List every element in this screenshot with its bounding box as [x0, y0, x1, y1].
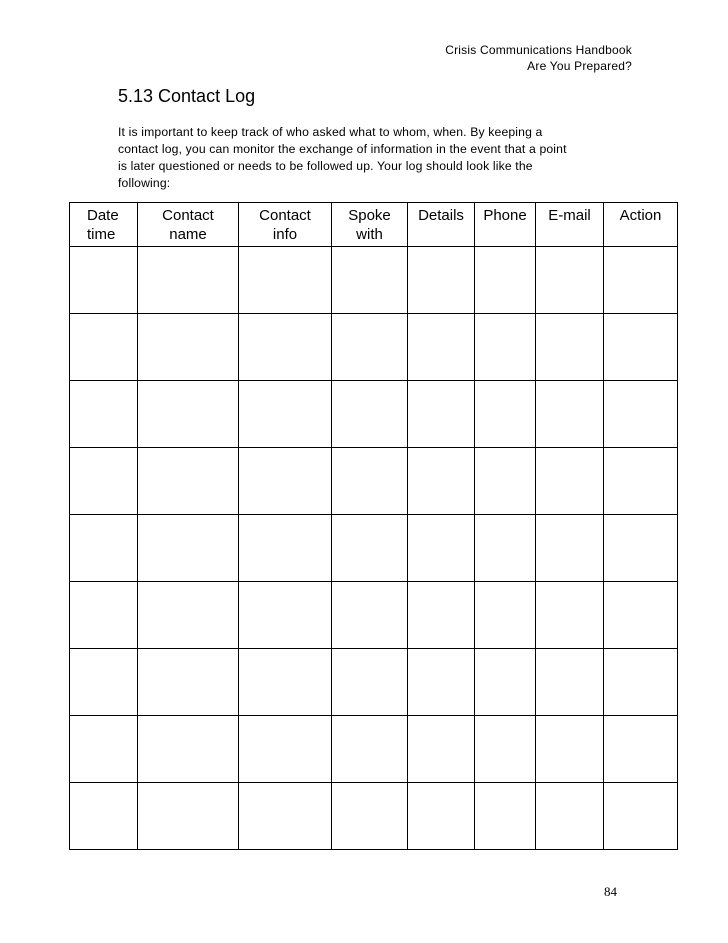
table-cell [408, 716, 475, 783]
table-cell [239, 515, 332, 582]
intro-paragraph [118, 124, 628, 192]
table-cell [239, 582, 332, 649]
table-cell [536, 314, 604, 381]
table-cell [408, 448, 475, 515]
table-cell [239, 649, 332, 716]
header-subtitle: Are You Prepared? [527, 59, 632, 73]
running-header [445, 42, 632, 74]
table-cell [70, 381, 138, 448]
column-header-contact-name [138, 203, 239, 247]
table-cell [70, 448, 138, 515]
header-handbook-title: Crisis Communications Handbook [445, 43, 632, 57]
table-cell [138, 247, 239, 314]
table-row [70, 783, 678, 850]
table-header-row [70, 203, 678, 247]
column-header-line: Contact [162, 207, 214, 224]
table-cell [408, 649, 475, 716]
table-cell [408, 381, 475, 448]
table-cell [475, 582, 536, 649]
table-row [70, 649, 678, 716]
table-cell [332, 649, 408, 716]
table-cell [70, 649, 138, 716]
table-cell [536, 448, 604, 515]
table-cell [604, 783, 678, 850]
table-cell [536, 716, 604, 783]
table-cell [332, 448, 408, 515]
table-cell [536, 381, 604, 448]
table-cell [475, 381, 536, 448]
table-cell [332, 783, 408, 850]
table-cell [408, 515, 475, 582]
contact-log-table [69, 202, 678, 850]
column-header-line: Spoke [348, 207, 391, 224]
table-cell [604, 381, 678, 448]
table-row [70, 515, 678, 582]
table-cell [138, 381, 239, 448]
intro-line: is later questioned or needs to be followed up. Your log should look like the [118, 159, 533, 173]
table-cell [70, 314, 138, 381]
table-cell [475, 783, 536, 850]
table-cell [604, 649, 678, 716]
table-cell [475, 448, 536, 515]
table-row [70, 448, 678, 515]
intro-line: following: [118, 176, 171, 190]
table-cell [536, 783, 604, 850]
table-cell [239, 314, 332, 381]
table-cell [138, 783, 239, 850]
table-cell [475, 314, 536, 381]
table-cell [239, 381, 332, 448]
table-cell [536, 247, 604, 314]
table-cell [332, 247, 408, 314]
table-cell [536, 582, 604, 649]
column-header-date-time [70, 203, 138, 247]
table-row [70, 716, 678, 783]
column-header-contact-info [239, 203, 332, 247]
table-cell [138, 716, 239, 783]
column-header-line: info [272, 226, 298, 243]
table-cell [239, 783, 332, 850]
table-row [70, 582, 678, 649]
page-number: 84 [604, 884, 617, 899]
table-cell [332, 314, 408, 381]
column-header-line: time [87, 226, 116, 243]
table-cell [138, 515, 239, 582]
table-cell [604, 448, 678, 515]
table-cell [408, 783, 475, 850]
table-cell [138, 314, 239, 381]
table-cell [70, 247, 138, 314]
table-cell [332, 381, 408, 448]
table-cell [70, 515, 138, 582]
column-header-email [536, 203, 604, 247]
column-header-line: E-mail [548, 207, 591, 224]
table-row [70, 314, 678, 381]
table-cell [475, 716, 536, 783]
table-row [70, 247, 678, 314]
column-header-line: Phone [483, 207, 527, 224]
table-cell [604, 515, 678, 582]
column-header-line: Contact [259, 207, 311, 224]
table-body [70, 247, 678, 850]
table-cell [408, 247, 475, 314]
table-cell [604, 247, 678, 314]
column-header-line: Details [418, 207, 464, 224]
column-header-line: Date [87, 207, 119, 224]
table-cell [138, 649, 239, 716]
table-cell [332, 582, 408, 649]
section-title: 5.13 Contact Log [118, 86, 256, 106]
table-cell [408, 314, 475, 381]
column-header-spoke-with [332, 203, 408, 247]
table-cell [475, 247, 536, 314]
table-cell [408, 582, 475, 649]
column-header-action [604, 203, 678, 247]
intro-line: contact log, you can monitor the exchange of information in the event that a point [118, 142, 567, 156]
table-cell [604, 582, 678, 649]
table-cell [239, 247, 332, 314]
table-cell [536, 649, 604, 716]
table-cell [536, 515, 604, 582]
table-cell [332, 515, 408, 582]
table-row [70, 381, 678, 448]
table-cell [239, 716, 332, 783]
table-cell [475, 649, 536, 716]
intro-line: It is important to keep track of who asked what to whom, when. By keeping a [118, 125, 543, 139]
column-header-line: with [356, 226, 383, 243]
column-header-details [408, 203, 475, 247]
column-header-line: name [169, 226, 207, 243]
table-cell [70, 716, 138, 783]
column-header-phone [475, 203, 536, 247]
column-header-line: Action [619, 207, 662, 224]
table-cell [475, 515, 536, 582]
table-cell [70, 783, 138, 850]
table-cell [138, 448, 239, 515]
table-cell [332, 716, 408, 783]
table-cell [70, 582, 138, 649]
table-cell [138, 582, 239, 649]
table-cell [604, 314, 678, 381]
table-cell [604, 716, 678, 783]
table-cell [239, 448, 332, 515]
